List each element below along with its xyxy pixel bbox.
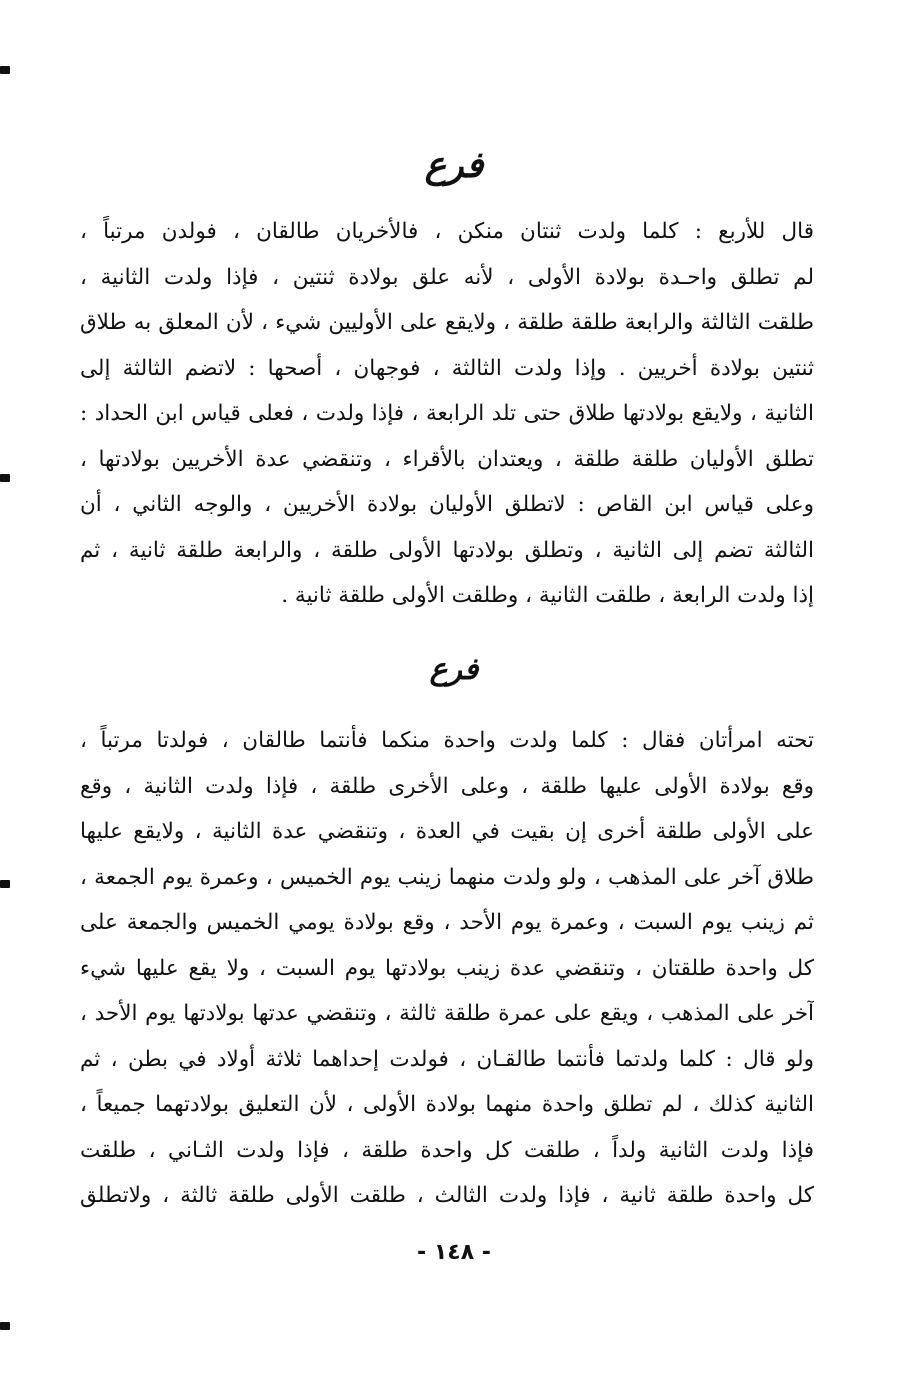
scan-margin-mark [0,474,10,482]
text-line: ولو قال : كلما ولدتما فأنتما طالقـان ، فولدت إحداهما ثلاثة أولاد في بطن ، ثم [80,1046,814,1072]
text-line: ثم زينب يوم السبت ، وعمرة يوم الأحد ، وقع بولادة يومي الخميس والجمعة على [80,910,814,935]
text-line: آخر على المذهب ، ويقع على عمرة طلقة ثالثة ، وتنقضي عدتها بولادتها يوم الأحد ، [80,1001,814,1026]
section-heading-1: فرع [424,144,484,186]
page-number: - ١٤٨ - [417,1240,491,1265]
scan-margin-mark [0,66,10,74]
text-line: الثانية كذلك ، لم تطلق واحدة منهما بولادة الأولى ، لأن التعليق بولادتهما جميعاً ، [80,1092,814,1117]
text-line: كل واحدة طلقة ثانية ، فإذا ولدت الثالث ، طلقت الأولى طلقة ثالثة ، ولاتطلق [80,1183,814,1208]
text-line: طلقت الثالثة والرابعة طلقة طلقة ، ولايقع على الأوليين شيء ، لأن المعلق به طلاق [80,310,814,335]
paragraph-1 [80,209,814,619]
scan-margin-mark [0,880,10,888]
section-heading-2: فرع [429,652,479,687]
text-line: وقع بولادة الأولى عليها طلقة ، وعلى الأخرى طلقة ، فإذا ولدت الثانية ، وقع [80,773,814,799]
text-line: الثانية ، ولايقع بولادتها طلاق حتى تلد الرابعة ، فإذا ولدت ، فعلى قياس ابن الحداد : [80,401,814,426]
text-line: إذا ولدت الرابعة ، طلقت الثانية ، وطلقت الأولى طلقة ثانية . [281,583,814,608]
text-line: تطلق الأوليان طلقة طلقة ، ويعتدان بالأقراء ، وتنقضي عدة الأخريين بولادتها ، [80,446,814,472]
paragraph-2 [80,718,814,1219]
text-line: تحته امرأتان فقال : كلما ولدت واحدة منكما فأنتما طالقان ، فولدتا مرتباً ، [80,728,814,753]
text-line: ثنتين بولادة أخريين . وإذا ولدت الثالثة ، فوجهان ، أصحها : لاتضم الثالثة إلى [80,355,814,381]
text-line: فإذا ولدت الثانية ولداً ، طلقت كل واحدة طلقة ، فإذا ولدت الثـاني ، طلقت [80,1137,814,1163]
text-line: الثالثة تضم إلى الثانية ، وتطلق بولادتها الأولى طلقة ، والرابعة طلقة ثانية ، ثم [80,537,814,563]
text-line: قال للأربع : كلما ولدت ثنتان منكن ، فالأخريان طالقان ، فولدن مرتباً ، [80,219,814,244]
scan-margin-mark [0,1322,10,1330]
text-line: وعلى قياس ابن القاص : لاتطلق الأوليان بولادة الأخريين ، والوجه الثاني ، أن [80,492,814,517]
text-line: لم تطلق واحـدة بولادة الأولى ، لأنه علق بولادة ثنتين ، فإذا ولدت الثانية ، [80,264,814,290]
text-line: طلاق آخر على المذهب ، ولو ولدت منهما زينب يوم الخميس ، وعمرة يوم الجمعة ، [80,864,814,890]
text-line: كل واحدة طلقتان ، وتنقضي عدة زينب بولادتها يوم السبت ، ولا يقع عليها شيء [80,955,814,981]
text-line: على الأولى طلقة أخرى إن بقيت في العدة ، وتنقضي عدة الثانية ، ولايقع عليها [80,819,814,844]
